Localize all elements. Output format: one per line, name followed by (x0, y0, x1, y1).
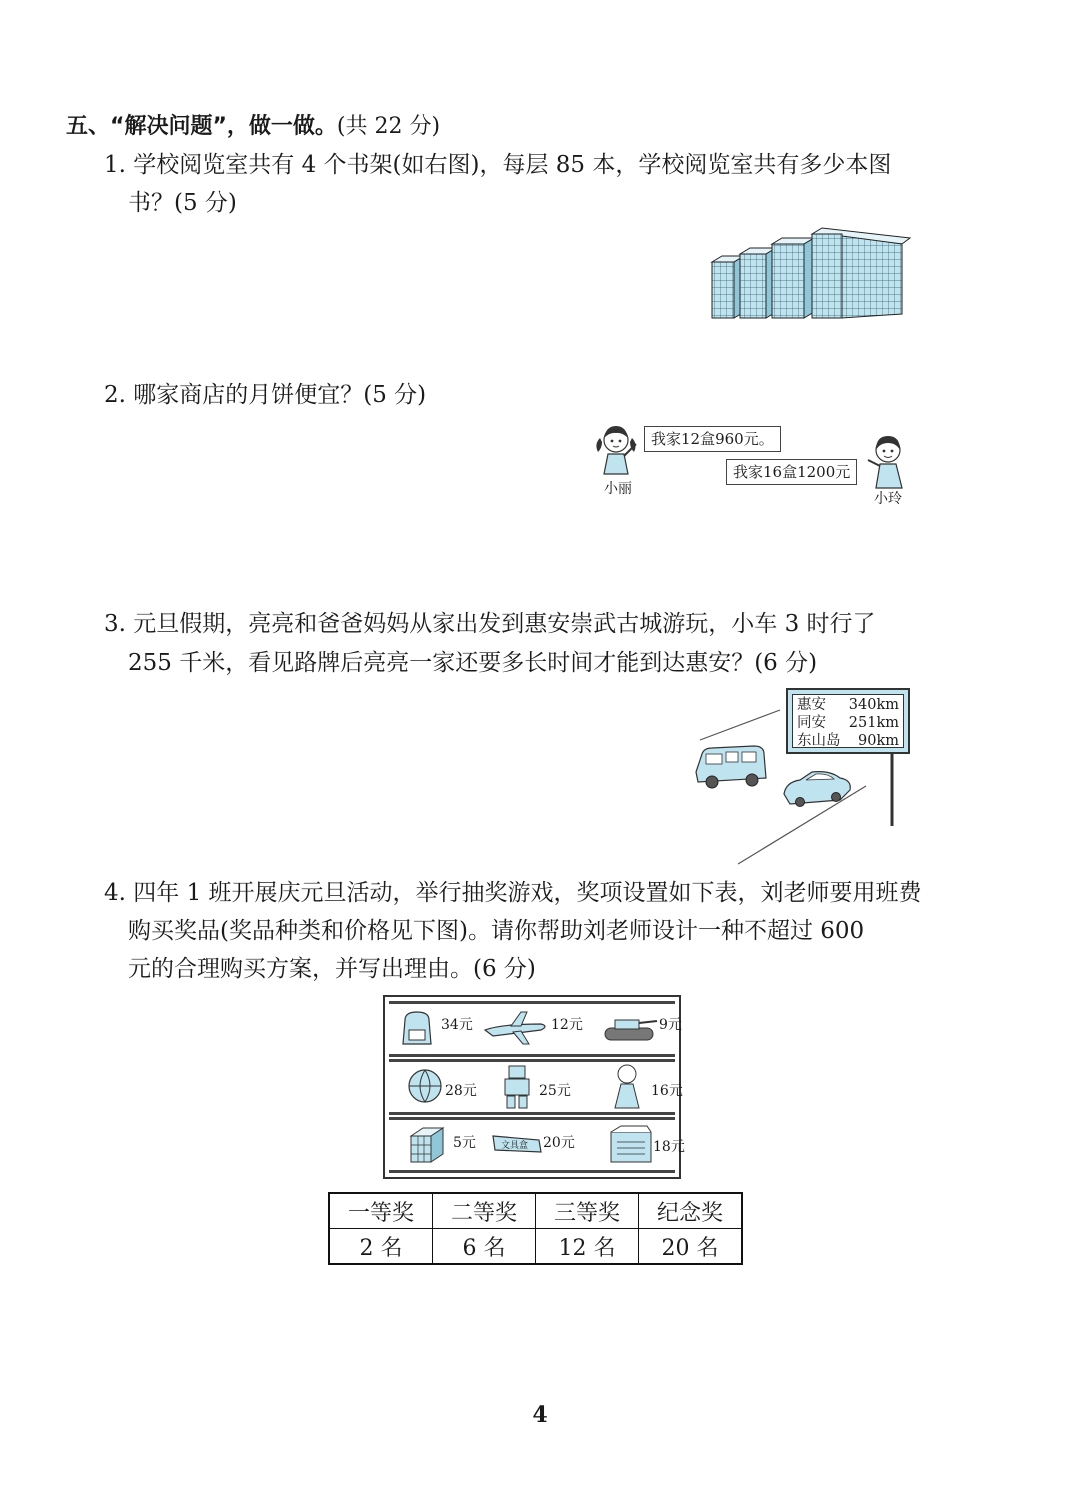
prize-table (328, 1192, 743, 1265)
tank-icon (599, 1012, 659, 1044)
price-tank: 9元 (659, 1017, 682, 1033)
name-xiaoli: 小丽 (604, 481, 632, 497)
sign-row: 惠安 340km (797, 697, 899, 713)
plane-icon (481, 1010, 551, 1046)
shelf-row-1 (389, 1001, 682, 1057)
q3-line2: 255 千米，看见路牌后亮亮一家还要多长时间才能到达惠安？(6 分) (128, 650, 818, 676)
pencil-sharpener-icon (607, 1124, 653, 1166)
table-header-cell: 一等奖 (329, 1193, 433, 1229)
name-xiaoling: 小玲 (874, 491, 902, 507)
doll-icon (605, 1062, 649, 1110)
q1-line2: 书？(5 分) (128, 190, 237, 216)
prize-shelf (383, 995, 685, 1179)
road-sign (786, 688, 910, 754)
price-cube: 5元 (453, 1135, 476, 1151)
price-ball: 28元 (445, 1083, 477, 1099)
price-robot: 25元 (539, 1083, 571, 1099)
table-cell: 12 名 (536, 1229, 639, 1265)
cube-icon (405, 1124, 447, 1166)
ball-icon (405, 1066, 445, 1106)
table-cell: 2 名 (329, 1229, 433, 1265)
table-row (329, 1229, 742, 1265)
q1-line1: 1. 学校阅览室共有 4 个书架(如右图)，每层 85 本，学校阅览室共有多少本图 (104, 152, 892, 178)
q4-line2: 购买奖品(奖品种类和价格见下图)。请你帮助刘老师设计一种不超过 600 (128, 918, 865, 944)
price-plane: 12元 (551, 1017, 583, 1033)
table-header-cell: 三等奖 (536, 1193, 639, 1229)
page-number: 4 (532, 1402, 548, 1428)
pencil-box-icon (489, 1130, 545, 1158)
table-header-cell: 纪念奖 (639, 1193, 743, 1229)
backpack-icon (397, 1008, 437, 1048)
girl-xiaoli-icon (592, 420, 642, 480)
table-header-row (329, 1193, 742, 1229)
price-pencil-box: 20元 (543, 1135, 575, 1151)
price-doll: 16元 (651, 1083, 683, 1099)
robot-icon (497, 1064, 537, 1110)
section-points: (共 22 分) (336, 114, 441, 139)
q2-line1: 2. 哪家商店的月饼便宜？(5 分) (104, 382, 427, 408)
pencil-box-label: 文具盒 (501, 1141, 529, 1151)
q4-line1: 4. 四年 1 班开展庆元旦活动，举行抽奖游戏，奖项设置如下表，刘老师要用班费 (104, 880, 922, 906)
shelf-row-3 (389, 1117, 685, 1173)
q3-line1: 3. 元旦假期，亮亮和爸爸妈妈从家出发到惠安崇武古城游玩，小车 3 时行了 (104, 611, 876, 637)
table-header-cell: 二等奖 (433, 1193, 536, 1229)
shelf-row-2 (389, 1059, 683, 1115)
table-cell: 6 名 (433, 1229, 536, 1265)
sign-row: 同安 251km (797, 715, 899, 731)
price-backpack: 34元 (441, 1017, 473, 1033)
bookshelves-illustration (708, 224, 914, 320)
girl-xiaoling-icon (862, 430, 916, 492)
speech-bubble-xiaoli: 我家12盒960元。 (644, 426, 781, 452)
sign-row: 东山岛 90km (797, 733, 899, 749)
q4-line3: 元的合理购买方案，并写出理由。(6 分) (128, 956, 536, 982)
section-title-text: 五、“解决问题”，做一做。 (66, 114, 337, 139)
section-title (66, 108, 440, 146)
price-pencil-sharpener: 18元 (653, 1139, 685, 1155)
table-cell: 20 名 (639, 1229, 743, 1265)
speech-bubble-xiaoling: 我家16盒1200元 (726, 459, 857, 485)
